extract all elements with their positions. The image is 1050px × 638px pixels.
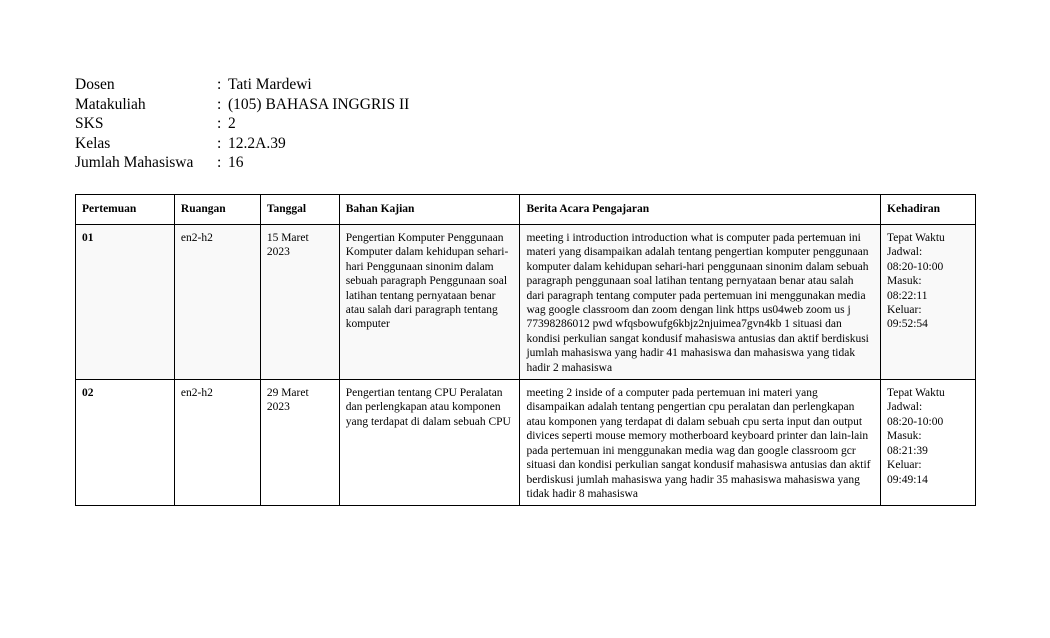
kelas-value: 12.2A.39 <box>228 134 286 152</box>
kehadiran-keluar: 09:52:54 <box>887 318 928 331</box>
cell-bahan-kajian: Pengertian tentang CPU Peralatan dan perlengkapan atau komponen yang terdapat di dalam sebuah CPU <box>339 380 520 506</box>
info-row-jumlah <box>75 153 409 173</box>
jumlah-label: Jumlah Mahasiswa <box>75 154 194 171</box>
dosen-colon: : <box>217 76 222 93</box>
kehadiran-keluar-label: Keluar: <box>887 459 922 472</box>
sks-value: 2 <box>228 115 236 132</box>
cell-ruangan: en2-h2 <box>174 225 260 380</box>
jumlah-value: 16 <box>228 154 244 171</box>
cell-bahan-kajian: Pengertian Komputer Penggunaan Komputer dalam kehidupan sehari-hari Penggunaan sinonim dalam sebuah paragraph Penggunaan soal latihan tentang pernyataan benar atau salah dari paragraph tentang komputer <box>339 225 520 380</box>
cell-ruangan: en2-h2 <box>174 380 260 506</box>
cell-pertemuan: 02 <box>76 380 175 506</box>
kehadiran-keluar-label: Keluar: <box>887 304 922 317</box>
matakuliah-colon: : <box>217 95 222 113</box>
matakuliah-value: (105) BAHASA INGGRIS II <box>228 95 410 113</box>
kehadiran-jadwal-label: Jadwal: <box>887 246 923 259</box>
kehadiran-masuk: 08:22:11 <box>887 289 928 302</box>
cell-kehadiran <box>881 380 976 506</box>
cell-berita-acara: meeting 2 inside of a computer pada pertemuan ini materi yang disampaikan adalah tentang pengertian cpu peralatan dan perlengkapan atau komponen yang terdapat di dalam sebuah cpu serta input dan output divices seperti mouse memory motherboard keyboard printer dan lain-lain pada pertemuan ini menggunakan media wag dan google classroom gcr situasi dan kondisi perkulian sangat kondusif mahasiswa antusias dan aktif berdiskusi jumlah mahasiswa yang hadir 35 mahasiswa mahasiswa yang tidak hadir 8 mahasiswa <box>520 380 881 506</box>
info-row-kelas <box>75 134 409 154</box>
kehadiran-status: Tepat Waktu <box>887 232 945 244</box>
jumlah-colon: : <box>217 154 222 171</box>
matakuliah-label: Matakuliah <box>75 95 146 113</box>
table-row <box>76 225 976 380</box>
header-tanggal: Tanggal <box>260 195 339 225</box>
dosen-label: Dosen <box>75 76 115 93</box>
header-kehadiran: Kehadiran <box>881 195 976 225</box>
cell-pertemuan: 01 <box>76 225 175 380</box>
teaching-report-table <box>75 194 976 506</box>
header-bahan-kajian: Bahan Kajian <box>339 195 520 225</box>
cell-berita-acara: meeting i introduction introduction what is computer pada pertemuan ini materi yang disampaikan adalah tentang pengertian komputer penggunaan komputer dalam kehidupan sehari-hari penggunaan sinonim dalam sebuah paragraph penggunaan soal latihan tentang pernyataan benar atau salah dari paragraph tentang computer pada pertemuan ini menggunakan media wag google classroom dan zoom dengan link https us04web zoom us j 77398286012 pwd wfqsbowufg6kbjz2njuimea7gvn4kb 1 situasi dan kondisi perkulian sangat kondusif mahasiswa antusias dan aktif berdiskusi jumlah mahasiswa yang hadir 41 mahasiswa dan mahasiswa yang tidak hadir 2 mahasiswa <box>520 225 881 380</box>
sks-label: SKS <box>75 115 104 132</box>
cell-kehadiran <box>881 225 976 380</box>
dosen-value: Tati Mardewi <box>228 76 312 93</box>
header-ruangan: Ruangan <box>174 195 260 225</box>
cell-tanggal: 15 Maret 2023 <box>260 225 339 380</box>
kehadiran-jadwal: 08:20-10:00 <box>887 260 944 273</box>
header-pertemuan: Pertemuan <box>76 195 175 225</box>
kehadiran-jadwal: 08:20-10:00 <box>887 415 944 428</box>
info-row-sks <box>75 114 409 134</box>
kehadiran-status: Tepat Waktu <box>887 387 945 400</box>
table-header-row <box>76 195 976 225</box>
kelas-colon: : <box>217 134 222 152</box>
kehadiran-masuk: 08:21:39 <box>887 444 928 457</box>
sks-colon: : <box>217 115 222 132</box>
info-row-matakuliah <box>75 95 409 115</box>
header-berita-acara: Berita Acara Pengajaran <box>520 195 881 225</box>
kehadiran-jadwal-label: Jadwal: <box>887 401 923 414</box>
kehadiran-masuk-label: Masuk: <box>887 430 922 443</box>
cell-tanggal: 29 Maret 2023 <box>260 380 339 506</box>
kelas-label: Kelas <box>75 134 111 152</box>
kehadiran-keluar: 09:49:14 <box>887 473 928 486</box>
kehadiran-masuk-label: Masuk: <box>887 275 922 288</box>
table-row <box>76 380 976 506</box>
info-row-dosen <box>75 75 409 95</box>
course-info <box>75 75 409 173</box>
